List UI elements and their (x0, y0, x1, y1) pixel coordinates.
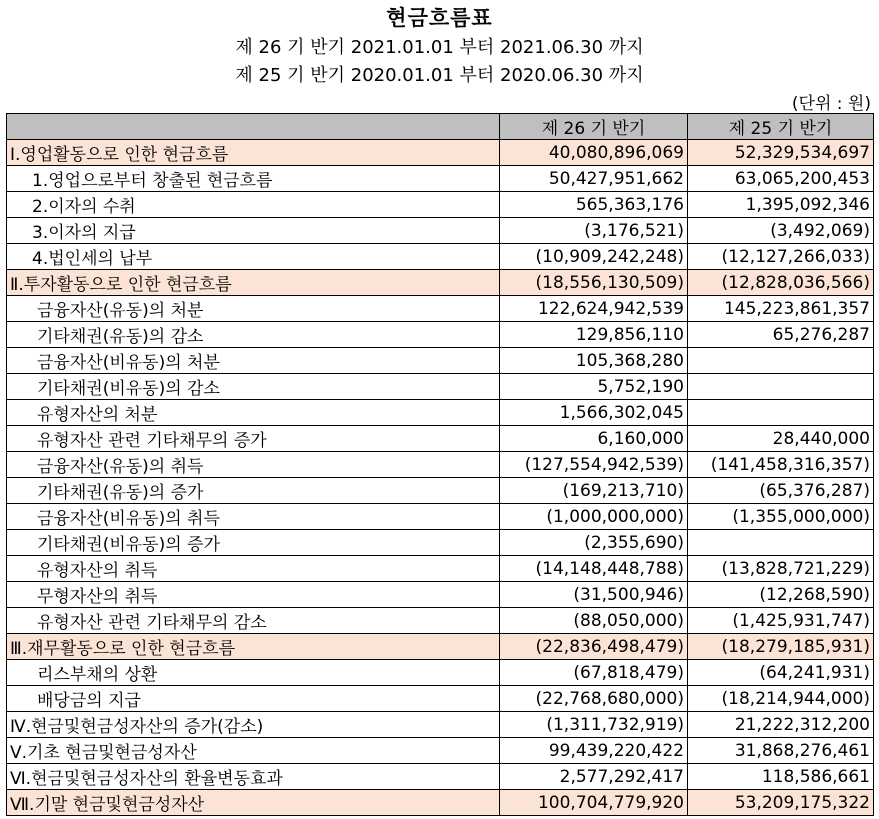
row-prior-value: 52,329,534,697 (688, 140, 874, 166)
row-prior-value: (1,355,000,000) (688, 504, 874, 530)
row-prior-value (688, 374, 874, 400)
row-label: 무형자산의 취득 (7, 582, 500, 608)
row-label: 1.영업으로부터 창출된 현금흐름 (7, 166, 500, 192)
row-prior-value: 53,209,175,322 (688, 790, 874, 816)
table-row (7, 166, 874, 192)
row-label: 기타채권(유동)의 증가 (7, 478, 500, 504)
table-row (7, 244, 874, 270)
row-current-value: (14,148,448,788) (500, 556, 688, 582)
table-row (7, 764, 874, 790)
row-label: Ⅳ.현금및현금성자산의 증가(감소) (7, 712, 500, 738)
row-prior-value: 145,223,861,357 (688, 296, 874, 322)
row-current-value: (22,836,498,479) (500, 634, 688, 660)
table-row (7, 322, 874, 348)
row-label: 기타채권(비유동)의 감소 (7, 374, 500, 400)
row-prior-value: (64,241,931) (688, 660, 874, 686)
row-prior-value: 1,395,092,346 (688, 192, 874, 218)
table-row (7, 686, 874, 712)
row-prior-value (688, 530, 874, 556)
row-prior-value: 65,276,287 (688, 322, 874, 348)
table-row (7, 712, 874, 738)
row-label: Ⅵ.현금및현금성자산의 환율변동효과 (7, 764, 500, 790)
row-prior-value: (12,268,590) (688, 582, 874, 608)
table-row (7, 478, 874, 504)
row-current-value: 565,363,176 (500, 192, 688, 218)
row-current-value: (169,213,710) (500, 478, 688, 504)
table-row (7, 296, 874, 322)
row-prior-value: 28,440,000 (688, 426, 874, 452)
row-current-value: (3,176,521) (500, 218, 688, 244)
row-current-value: (22,768,680,000) (500, 686, 688, 712)
row-current-value: (18,556,130,509) (500, 270, 688, 296)
table-row (7, 790, 874, 816)
row-prior-value: 31,868,276,461 (688, 738, 874, 764)
row-current-value: 122,624,942,539 (500, 296, 688, 322)
row-current-value: (2,355,690) (500, 530, 688, 556)
row-prior-value: (3,492,069) (688, 218, 874, 244)
row-prior-value: (141,458,316,357) (688, 452, 874, 478)
table-row (7, 504, 874, 530)
table-row (7, 270, 874, 296)
table-row (7, 452, 874, 478)
header-current: 제 26 기 반기 (500, 114, 688, 140)
row-label: 3.이자의 지급 (7, 218, 500, 244)
row-current-value: 2,577,292,417 (500, 764, 688, 790)
table-row (7, 140, 874, 166)
row-current-value: (127,554,942,539) (500, 452, 688, 478)
row-label: 리스부채의 상환 (7, 660, 500, 686)
row-label: 유형자산의 취득 (7, 556, 500, 582)
row-current-value: 50,427,951,662 (500, 166, 688, 192)
row-prior-value: (1,425,931,747) (688, 608, 874, 634)
row-label: 금융자산(유동)의 취득 (7, 452, 500, 478)
cash-flow-table (6, 113, 874, 816)
row-current-value: (10,909,242,248) (500, 244, 688, 270)
row-prior-value: (18,214,944,000) (688, 686, 874, 712)
table-row (7, 608, 874, 634)
row-current-value: 129,856,110 (500, 322, 688, 348)
row-label: 2.이자의 수취 (7, 192, 500, 218)
row-current-value: 105,368,280 (500, 348, 688, 374)
row-current-value: (88,050,000) (500, 608, 688, 634)
table-row (7, 530, 874, 556)
period-current: 제 26 기 반기 2021.01.01 부터 2021.06.30 까지 (235, 37, 644, 58)
row-prior-value: 118,586,661 (688, 764, 874, 790)
row-current-value: (31,500,946) (500, 582, 688, 608)
row-label: Ⅲ.재무활동으로 인한 현금흐름 (7, 634, 500, 660)
row-current-value: (1,000,000,000) (500, 504, 688, 530)
row-label: 금융자산(유동)의 처분 (7, 296, 500, 322)
table-row (7, 218, 874, 244)
row-current-value: 1,566,302,045 (500, 400, 688, 426)
row-current-value: 99,439,220,422 (500, 738, 688, 764)
table-header-row (7, 114, 874, 140)
table-row (7, 634, 874, 660)
row-label: Ⅴ.기초 현금및현금성자산 (7, 738, 500, 764)
table-row (7, 426, 874, 452)
table-row (7, 582, 874, 608)
table-row (7, 660, 874, 686)
table-row (7, 348, 874, 374)
row-label: Ⅰ.영업활동으로 인한 현금흐름 (7, 140, 500, 166)
unit-label: (단위 : 원) (791, 94, 871, 114)
table-row (7, 374, 874, 400)
row-prior-value: 21,222,312,200 (688, 712, 874, 738)
row-label: 4.법인세의 납부 (7, 244, 500, 270)
row-prior-value: (12,127,266,033) (688, 244, 874, 270)
header-label (7, 114, 500, 140)
table-row (7, 738, 874, 764)
row-current-value: 5,752,190 (500, 374, 688, 400)
row-prior-value (688, 348, 874, 374)
row-label: 유형자산 관련 기타채무의 감소 (7, 608, 500, 634)
row-current-value: 100,704,779,920 (500, 790, 688, 816)
row-prior-value: (65,376,287) (688, 478, 874, 504)
row-label: 금융자산(비유동)의 취득 (7, 504, 500, 530)
row-prior-value: (12,828,036,566) (688, 270, 874, 296)
table-row (7, 192, 874, 218)
period-prior: 제 25 기 반기 2020.01.01 부터 2020.06.30 까지 (235, 65, 644, 86)
row-current-value: (1,311,732,919) (500, 712, 688, 738)
row-prior-value: (18,279,185,931) (688, 634, 874, 660)
row-prior-value: (13,828,721,229) (688, 556, 874, 582)
row-label: 유형자산의 처분 (7, 400, 500, 426)
row-label: Ⅱ.투자활동으로 인한 현금흐름 (7, 270, 500, 296)
header-prior: 제 25 기 반기 (688, 114, 874, 140)
row-label: 배당금의 지급 (7, 686, 500, 712)
row-label: Ⅶ.기말 현금및현금성자산 (7, 790, 500, 816)
table-row (7, 556, 874, 582)
row-label: 금융자산(비유동)의 처분 (7, 348, 500, 374)
row-prior-value: 63,065,200,453 (688, 166, 874, 192)
row-label: 기타채권(비유동)의 증가 (7, 530, 500, 556)
row-current-value: (67,818,479) (500, 660, 688, 686)
row-prior-value (688, 400, 874, 426)
table-row (7, 400, 874, 426)
row-current-value: 40,080,896,069 (500, 140, 688, 166)
page-title: 현금흐름표 (386, 6, 493, 30)
row-label: 유형자산 관련 기타채무의 증가 (7, 426, 500, 452)
row-label: 기타채권(유동)의 감소 (7, 322, 500, 348)
row-current-value: 6,160,000 (500, 426, 688, 452)
